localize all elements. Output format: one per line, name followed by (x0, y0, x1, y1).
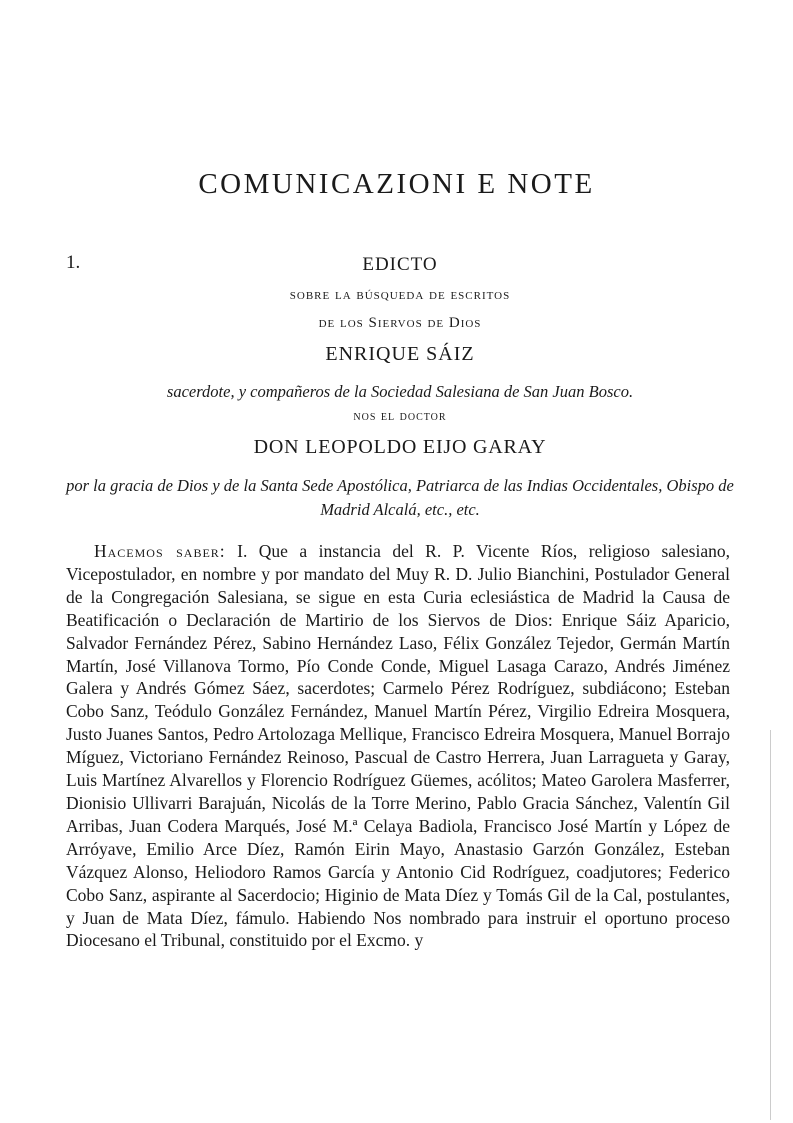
bishop-name: DON LEOPOLDO EIJO GARAY (253, 436, 547, 458)
edicto-subtitle-2: de los Siervos de Dios (318, 315, 482, 331)
servant-description: sacerdote, y compañeros de la Sociedad Salesiana de San Juan Bosco. (166, 382, 634, 401)
body-text: I. Que a instancia del R. P. Vicente Ríos, religioso salesiano, Vicepostulador, en nombre y por mandato del Muy R. D. Julio Bianchini, Postulador General de la Congregación Salesiana, se sigue en esta Curia eclesiástica de Madrid la Causa de Beatificación o Declaración de Martirio de los Siervos de Dios: Enrique Sáiz Aparicio, Salvador Fernández Pérez, Sabino Hernández Laso, Félix González Tejedor, Germán Martín Martín, José Villanova Tormo, Pío Conde Conde, Miguel Lasaga Carazo, Andrés Jiménez Galera y Andrés Gómez Sáez, sacerdotes; Carmelo Pérez Rodríguez, subdiácono; Esteban Cobo Sanz, Teódulo González Fernández, Manuel Martín Pérez, Virgilio Edreira Mosquera, Justo Juanes Santos, Pedro Artolozaga Mellique, Francisco Edreira Mosquera, Manuel Borrajo Míguez, Victoriano Fernández Reinoso, Pascual de Castro Herrera, Juan Larragueta y Garay, Luis Martínez Alvarellos y Florencio Rodríguez Güemes, acólitos; Mateo Garolera Masferrer, Dionisio Ullivarri Barajuán, Nicolás de la Torre Merino, Pablo Gracia Sánchez, Valentín Gil Arribas, Juan Codera Marqués, José M.ª Celaya Badiola, Francisco José Martín y López de Arróyave, Emilio Arce Díez, Ramón Eirin Mayo, Anastasio Garzón González, Esteban Vázquez Alonso, Heliodoro Ramos García y Antonio Cid Rodríguez, coadjutores; Federico Cobo Sanz, aspirante al Sacerdocio; Higinio de Mata Díez y Tomás Gil de la Cal, postulantes, y Juan de Mata Díez, fámulo. Habiendo Nos nombrado para instruir el oportuno proceso Diocesano el Tribunal, constituido por el Excmo. y (66, 541, 730, 951)
edicto-subtitle-1: sobre la búsqueda de escritos (289, 287, 511, 303)
servant-name: ENRIQUE SÁIZ (325, 343, 475, 365)
page-edge-mark (770, 730, 771, 1120)
page-title: COMUNICAZIONI E NOTE (198, 168, 595, 200)
body-lead: Hacemos saber: (94, 541, 226, 561)
body-paragraph (66, 540, 730, 952)
edicto-heading: EDICTO (362, 254, 438, 275)
section-number: 1. (66, 252, 81, 273)
nos-line: nos el doctor (353, 409, 447, 424)
bishop-description: por la gracia de Dios y de la Santa Sede Apostólica, Patriarca de las Indias Occidentales, Obispo de Madrid Alcalá, etc., etc. (66, 476, 734, 519)
